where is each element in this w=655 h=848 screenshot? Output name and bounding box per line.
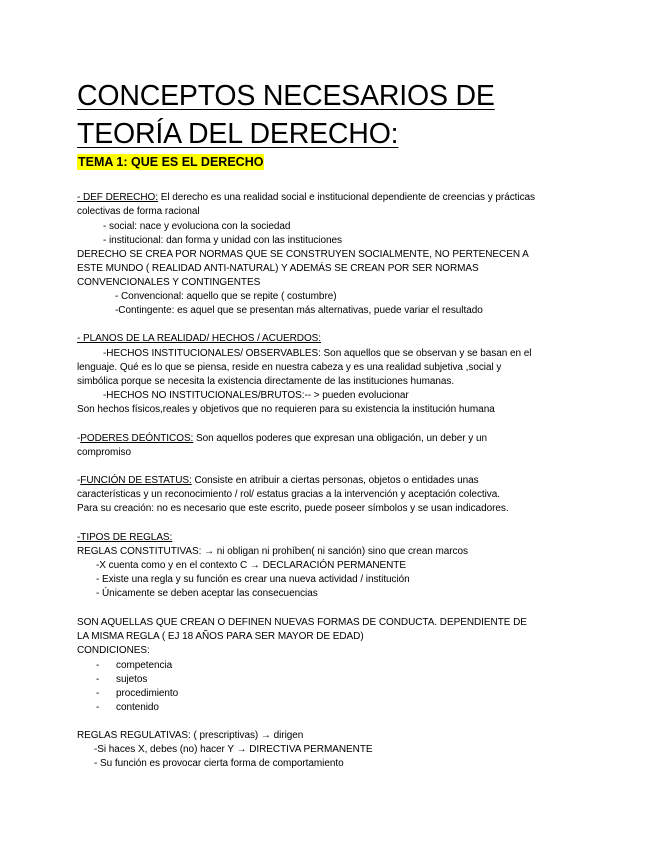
list-bullet: - [96, 688, 100, 699]
condicion-sujetos: sujetos [116, 674, 148, 685]
def-derecho-paragraph [77, 191, 535, 204]
section-subtitle-highlighted: TEMA 1: QUE ES EL DERECHO [78, 155, 264, 169]
condicion-contenido: contenido [116, 702, 159, 713]
poderes-paragraph [77, 432, 487, 445]
poderes-heading: PODERES DEÓNTICOS: [80, 433, 194, 444]
page-title-line-1: CONCEPTOS NECESARIOS DE [77, 80, 495, 112]
poderes-text: Son aquellos poderes que expresan una obligación, un deber y un [193, 433, 487, 444]
funcion-paragraph [77, 474, 479, 487]
def-bullet-social: - social: nace y evoluciona con la sociedad [103, 221, 291, 232]
list-bullet: - [96, 702, 100, 713]
funcion-heading: FUNCIÓN DE ESTATUS: [80, 475, 192, 486]
def-caps-line-1: DERECHO SE CREA POR NORMAS QUE SE CONSTRUYEN SOCIALMENTE, NO PERTENECEN A [77, 249, 529, 260]
tipos-heading: -TIPOS DE REGLAS: [77, 532, 173, 543]
planos-line-5: Son hechos físicos,reales y objetivos que no requieren para su existencia la institución humana [77, 404, 495, 415]
funcion-creacion: Para su creación: no es necesario que este escrito, puede poseer símbolos y se usan indicadores. [77, 503, 509, 514]
list-bullet: - [96, 660, 100, 671]
def-contingente: -Contingente: es aquel que se presentan más alternativas, puede variar el resultado [115, 305, 483, 316]
rr-item-1: -Si haces X, debes (no) hacer Y → DIRECTIVA PERMANENTE [94, 744, 373, 755]
def-derecho-heading: - DEF DERECHO: [77, 192, 158, 203]
def-caps-line-2: ESTE MUNDO ( REALIDAD ANTI-NATURAL) Y ADEMÁS SE CREAN POR SER NORMAS [77, 263, 479, 274]
funcion-prefix: - [77, 475, 81, 486]
list-bullet: - [96, 674, 100, 685]
reglas-regulativas: REGLAS REGULATIVAS: ( prescriptivas) → dirigen [77, 730, 304, 741]
funcion-text-cont: características y un reconocimiento / rol/ estatus gracias a la intervención y aceptación colectiva. [77, 489, 500, 500]
def-derecho-text-cont: colectivas de forma racional [77, 206, 200, 217]
funcion-text: Consiste en atribuir a ciertas personas, objetos o entidades unas [191, 475, 479, 486]
rc-item-2: - Existe una regla y su función es crear una nueva actividad / institución [96, 574, 410, 585]
def-caps-line-3: CONVENCIONALES Y CONTINGENTES [77, 277, 261, 288]
planos-line-1: -HECHOS INSTITUCIONALES/ OBSERVABLES: Son aquellos que se observan y se basan en el [103, 348, 532, 359]
planos-heading: - PLANOS DE LA REALIDAD/ HECHOS / ACUERDOS: [77, 333, 322, 344]
planos-line-3: simbólica porque se necesita la existencia directamente de las instituciones humanas. [77, 376, 455, 387]
planos-line-2: lenguaje. Qué es lo que se piensa, reside en nuestra cabeza y es una realidad subjetiva ,social y [77, 362, 502, 373]
poderes-text-cont: compromiso [77, 447, 131, 458]
planos-line-4: -HECHOS NO INSTITUCIONALES/BRUTOS:-- > pueden evolucionar [103, 390, 409, 401]
condicion-competencia: competencia [116, 660, 173, 671]
rr-item-2: - Su función es provocar cierta forma de comportamiento [94, 758, 344, 769]
tipos-caps-line-2: LA MISMA REGLA ( EJ 18 AÑOS PARA SER MAYOR DE EDAD) [77, 631, 364, 642]
page-title-line-2: TEORÍA DEL DERECHO: [77, 118, 399, 150]
def-derecho-text: El derecho es una realidad social e institucional dependiente de creencias y prácticas [157, 192, 535, 203]
tipos-caps-line-1: SON AQUELLAS QUE CREAN O DEFINEN NUEVAS FORMAS DE CONDUCTA. DEPENDIENTE DE [77, 617, 527, 628]
condiciones-label: CONDICIONES: [77, 645, 150, 656]
rc-item-1: -X cuenta como y en el contexto C → DECLARACIÓN PERMANENTE [96, 560, 406, 571]
rc-item-3: - Únicamente se deben aceptar las consecuencias [96, 588, 318, 599]
condicion-procedimiento: procedimiento [116, 688, 179, 699]
def-convencional: - Convencional: aquello que se repite ( costumbre) [115, 291, 337, 302]
poderes-prefix: - [77, 433, 81, 444]
def-bullet-institucional: - institucional: dan forma y unidad con las instituciones [103, 235, 342, 246]
reglas-constitutivas: REGLAS CONSTITUTIVAS: → ni obligan ni prohíben( ni sanción) sino que crean marcos [77, 546, 468, 557]
